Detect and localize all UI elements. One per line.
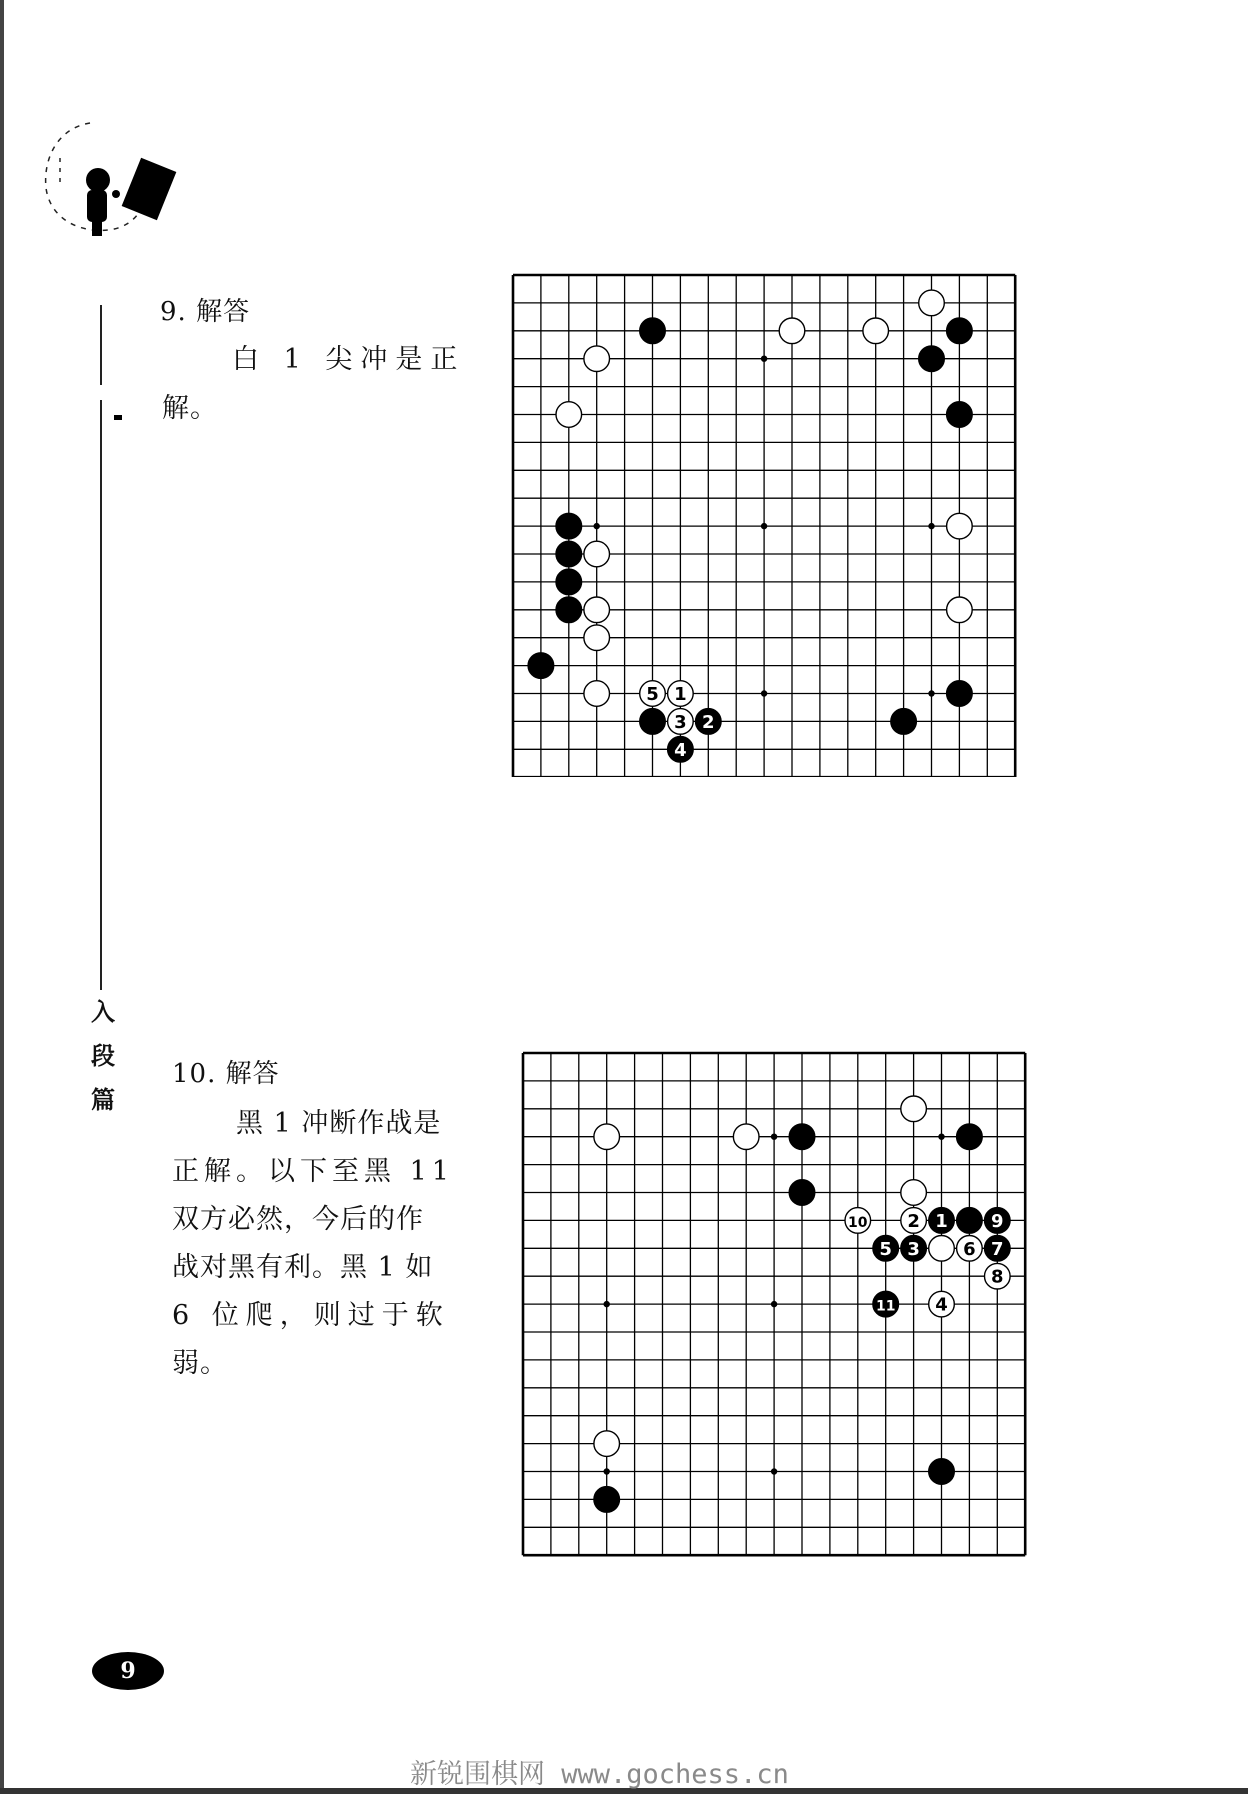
black-stone xyxy=(640,709,666,735)
black-stone xyxy=(873,1291,899,1317)
black-stone xyxy=(947,681,973,707)
white-stone xyxy=(985,1263,1011,1289)
star-point xyxy=(771,1468,777,1474)
stone-disc xyxy=(789,1124,815,1150)
problem-9-text-line: 白 1 尖冲是正 xyxy=(232,344,466,375)
white-stone xyxy=(901,1208,927,1234)
black-stone xyxy=(901,1236,927,1262)
white-stone xyxy=(901,1180,927,1206)
white-stone xyxy=(929,1291,955,1317)
white-stone xyxy=(584,597,610,623)
black-stone xyxy=(594,1487,620,1513)
stone-disc xyxy=(957,1124,983,1150)
black-stone xyxy=(556,541,582,567)
move-number-label: 10 xyxy=(848,1214,868,1231)
stone-disc xyxy=(919,346,945,372)
move-number-label: 1 xyxy=(935,1210,948,1232)
star-point xyxy=(604,1301,610,1307)
white-stone xyxy=(845,1208,871,1234)
black-stone xyxy=(528,653,554,679)
white-stone xyxy=(594,1124,620,1150)
move-number-label: 9 xyxy=(991,1210,1004,1232)
white-stone xyxy=(584,346,610,372)
stone-disc xyxy=(929,1459,955,1485)
white-stone xyxy=(929,1236,955,1262)
move-number-label: 4 xyxy=(935,1294,948,1316)
star-point xyxy=(928,523,934,529)
white-stone xyxy=(584,625,610,651)
problem-10-heading: 10. 解答 xyxy=(172,1059,280,1089)
section-side-title: 入段篇 xyxy=(91,998,115,1114)
stone-disc xyxy=(947,513,973,539)
white-stone xyxy=(594,1431,620,1457)
white-stone xyxy=(919,290,945,316)
black-stone xyxy=(556,569,582,595)
white-stone xyxy=(957,1236,983,1262)
star-point xyxy=(771,1301,777,1307)
watermark: 新锐围棋网 www.gochess.cn xyxy=(410,1759,789,1790)
black-stone xyxy=(640,318,666,344)
move-number-label: 5 xyxy=(879,1238,892,1260)
stone-disc xyxy=(556,402,582,428)
white-stone xyxy=(668,681,694,707)
white-stone xyxy=(863,318,889,344)
move-number-label: 2 xyxy=(907,1210,920,1232)
stone-disc xyxy=(594,1431,620,1457)
problem-9-heading: 9. 解答 xyxy=(160,297,251,327)
stone-disc xyxy=(947,681,973,707)
stone-disc xyxy=(556,569,582,595)
stone-disc xyxy=(640,709,666,735)
white-stone xyxy=(640,681,666,707)
star-point xyxy=(928,690,934,696)
stone-disc xyxy=(640,318,666,344)
stone-disc xyxy=(584,681,610,707)
problem-10-text-line: 双方必然，今后的作 xyxy=(172,1204,424,1235)
white-stone xyxy=(668,709,694,735)
black-stone xyxy=(668,737,694,763)
star-point xyxy=(761,690,767,696)
stone-disc xyxy=(789,1180,815,1206)
black-stone xyxy=(957,1124,983,1150)
white-stone xyxy=(584,541,610,567)
stone-disc xyxy=(556,513,582,539)
stone-disc xyxy=(779,318,805,344)
black-stone xyxy=(891,709,917,735)
page-number: 9 xyxy=(92,1652,164,1690)
side-rule xyxy=(100,400,102,990)
white-stone xyxy=(947,513,973,539)
move-number-label: 3 xyxy=(674,711,687,733)
star-point xyxy=(761,356,767,362)
stone-disc xyxy=(594,1124,620,1150)
white-stone xyxy=(733,1124,759,1150)
stone-disc xyxy=(584,625,610,651)
stone-disc xyxy=(556,541,582,567)
side-rule xyxy=(100,305,102,385)
stone-disc xyxy=(556,597,582,623)
problem-9-text-line: 解。 xyxy=(162,393,218,424)
stone-disc xyxy=(891,709,917,735)
white-stone xyxy=(947,597,973,623)
move-number-label: 11 xyxy=(875,1298,896,1315)
stone-disc xyxy=(584,541,610,567)
stone-disc xyxy=(919,290,945,316)
black-stone xyxy=(556,513,582,539)
page-left-edge xyxy=(0,0,4,1794)
side-marker xyxy=(114,415,122,420)
black-stone xyxy=(957,1208,983,1234)
star-point xyxy=(604,1468,610,1474)
problem-10-text-line: 正解。以下至黑 11 xyxy=(172,1156,454,1187)
stone-disc xyxy=(947,402,973,428)
problem-10-text-line: 弱。 xyxy=(172,1348,228,1379)
stone-disc xyxy=(594,1487,620,1513)
black-stone xyxy=(929,1459,955,1485)
white-stone xyxy=(901,1096,927,1122)
star-point xyxy=(938,1134,944,1140)
problem-10-text-line: 6 位爬，则过于软 xyxy=(172,1300,450,1331)
problem-10-text-line: 黑 1 冲断作战是 xyxy=(236,1108,442,1139)
star-point xyxy=(761,523,767,529)
stone-disc xyxy=(947,597,973,623)
stone-disc xyxy=(528,653,554,679)
stone-disc xyxy=(584,597,610,623)
white-stone xyxy=(556,402,582,428)
stone-disc xyxy=(584,346,610,372)
go-board-problem-10 xyxy=(515,1045,1035,1560)
black-stone xyxy=(929,1208,955,1234)
black-stone xyxy=(696,709,722,735)
stone-disc xyxy=(929,1236,955,1262)
move-number-label: 4 xyxy=(674,739,687,761)
black-stone xyxy=(947,402,973,428)
stone-disc xyxy=(947,318,973,344)
stone-disc xyxy=(863,318,889,344)
black-stone xyxy=(985,1236,1011,1262)
black-stone xyxy=(873,1236,899,1262)
move-number-label: 6 xyxy=(963,1238,976,1260)
star-point xyxy=(771,1134,777,1140)
black-stone xyxy=(789,1180,815,1206)
go-board-problem-9 xyxy=(505,267,1025,777)
move-number-label: 5 xyxy=(646,684,659,705)
black-stone xyxy=(947,318,973,344)
move-number-label: 2 xyxy=(702,711,715,733)
move-number-label: 3 xyxy=(907,1238,920,1260)
stone-disc xyxy=(957,1208,983,1234)
move-number-label: 7 xyxy=(991,1238,1004,1260)
black-stone xyxy=(919,346,945,372)
problem-10-text-line: 战对黑有利。黑 1 如 xyxy=(172,1252,434,1283)
stone-disc xyxy=(733,1124,759,1150)
move-number-label: 1 xyxy=(674,684,687,705)
black-stone xyxy=(789,1124,815,1150)
black-stone xyxy=(985,1208,1011,1234)
go-player-mascot-illustration xyxy=(38,118,178,248)
stone-disc xyxy=(901,1096,927,1122)
white-stone xyxy=(584,681,610,707)
star-point xyxy=(594,523,600,529)
stone-disc xyxy=(901,1180,927,1206)
move-number-label: 8 xyxy=(991,1266,1004,1288)
white-stone xyxy=(779,318,805,344)
black-stone xyxy=(556,597,582,623)
